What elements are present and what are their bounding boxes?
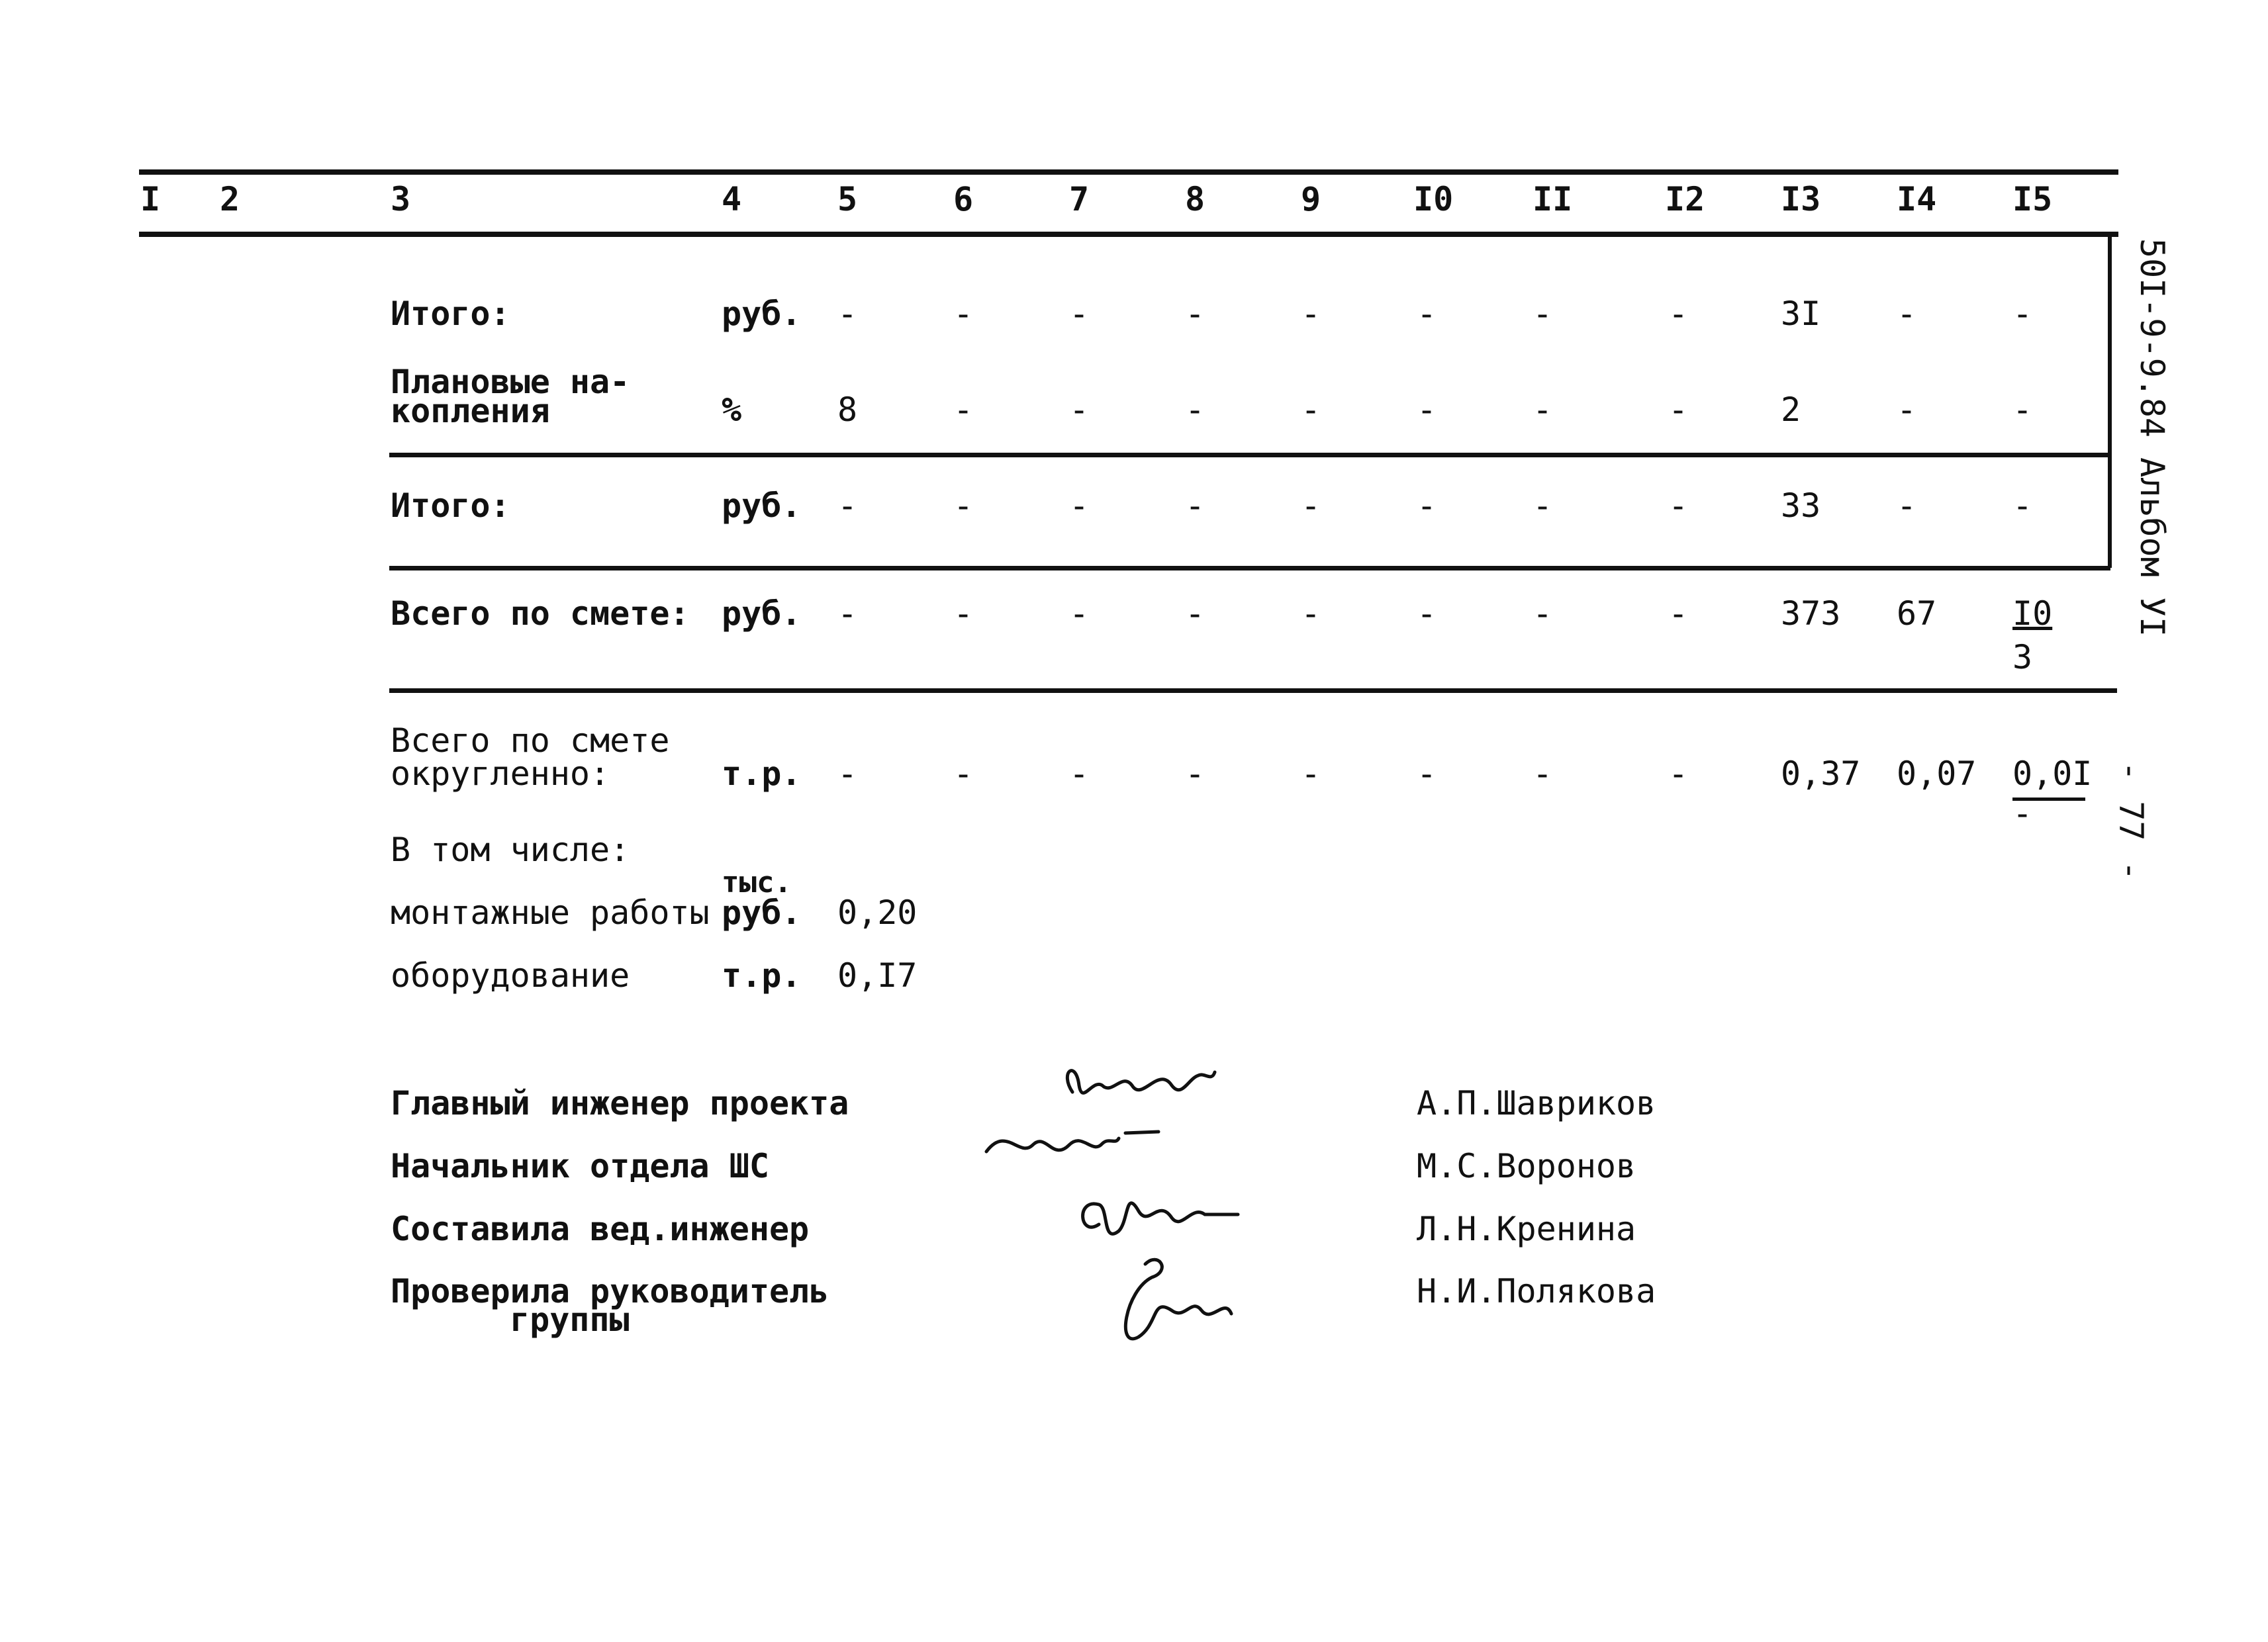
col-header-9: 9: [1301, 180, 1321, 218]
cell-col12: -: [1668, 486, 1689, 525]
cell-col7: -: [1069, 486, 1090, 525]
signature-1: [1067, 1071, 1215, 1093]
signature-3: [1083, 1203, 1238, 1234]
col-header-15: I5: [2012, 180, 2053, 218]
breakdown-unit-line1: тыс.: [722, 866, 792, 899]
cell-col15-top: I0: [2012, 594, 2053, 633]
row-label-line2: копления: [391, 392, 550, 430]
cell-col15: -: [2012, 486, 2033, 525]
signature-4: [1125, 1259, 1231, 1339]
cell-col11: -: [1533, 295, 1553, 333]
breakdown-title: В том числе:: [391, 831, 630, 869]
cell-col13: 0,37: [1781, 754, 1861, 793]
handwritten-signatures: [960, 1046, 1304, 1357]
cell-col8: -: [1185, 390, 1205, 429]
col-header-14: I4: [1897, 180, 1937, 218]
signatory-name: М.С.Воронов: [1417, 1147, 1636, 1185]
breakdown-label: монтажные работы: [391, 893, 710, 932]
cell-col7: -: [1069, 594, 1090, 633]
col-header-11: II: [1533, 180, 1573, 218]
cell-col10: -: [1417, 486, 1437, 525]
row-label-line1: Всего по смете: [391, 721, 670, 760]
breakdown-unit-line2: руб.: [722, 893, 802, 932]
signatory-name: Н.И.Полякова: [1417, 1272, 1656, 1310]
cell-col12: -: [1668, 754, 1689, 793]
row-label: Итого:: [391, 295, 510, 333]
cell-col11: -: [1533, 390, 1553, 429]
row-unit: руб.: [722, 594, 802, 633]
row-divider: [389, 453, 2110, 457]
cell-col5: -: [837, 486, 858, 525]
cell-col12: -: [1668, 594, 1689, 633]
cell-col7: -: [1069, 754, 1090, 793]
cell-col13: 33: [1781, 486, 1821, 525]
cell-col5: -: [837, 295, 858, 333]
breakdown-unit: т.р.: [722, 956, 802, 995]
cell-col12: -: [1668, 390, 1689, 429]
breakdown-value: 0,20: [837, 893, 918, 932]
row-unit: т.р.: [722, 754, 802, 793]
cell-col9: -: [1301, 390, 1321, 429]
signatory-role-line1: Проверила руководитель: [391, 1272, 829, 1310]
cell-col13: 3I: [1781, 295, 1821, 333]
cell-col9: -: [1301, 486, 1321, 525]
cell-col14: 0,07: [1897, 754, 1977, 793]
col-header-2: 2: [220, 180, 240, 218]
cell-col10: -: [1417, 754, 1437, 793]
cell-col10: -: [1417, 390, 1437, 429]
signatory-role: Составила вед.инженер: [391, 1210, 810, 1248]
row-unit: руб.: [722, 295, 802, 333]
cell-col13: 2: [1781, 390, 1801, 429]
cell-col14: 67: [1897, 594, 1937, 633]
row-unit: %: [722, 390, 742, 429]
cell-col6: -: [953, 295, 974, 333]
cell-col15-bottom: -: [2012, 794, 2033, 833]
row-label: Итого:: [391, 486, 510, 525]
col-header-3: 3: [391, 180, 411, 218]
cell-col15: 0,0I: [2012, 754, 2093, 793]
side-stamp: 50I-9-9.84 Альбом УI: [2133, 238, 2171, 637]
cell-col10: -: [1417, 594, 1437, 633]
col-header-8: 8: [1185, 180, 1205, 218]
signatory-role: Главный инженер проекта: [391, 1084, 849, 1122]
col-header-12: I2: [1665, 180, 1705, 218]
col-header-4: 4: [722, 180, 742, 218]
header-top-rule: [139, 169, 2118, 175]
col-header-5: 5: [837, 180, 858, 218]
cell-col10: -: [1417, 295, 1437, 333]
cell-col5: 8: [837, 390, 858, 429]
col-header-10: I0: [1413, 180, 1454, 218]
row-label-line1: Плановые на-: [391, 363, 630, 401]
col-header-1: I: [140, 180, 161, 218]
cell-col12: -: [1668, 295, 1689, 333]
cell-col13: 373: [1781, 594, 1841, 633]
col-header-6: 6: [953, 180, 974, 218]
cell-col8: -: [1185, 486, 1205, 525]
cell-col8: -: [1185, 594, 1205, 633]
col-header-13: I3: [1781, 180, 1821, 218]
cell-col6: -: [953, 390, 974, 429]
cell-col7: -: [1069, 390, 1090, 429]
cell-col7: -: [1069, 295, 1090, 333]
row-divider: [389, 688, 2117, 693]
cell-col6: -: [953, 594, 974, 633]
cell-col5: -: [837, 594, 858, 633]
cell-col15-bottom: 3: [2012, 638, 2033, 676]
signatory-role-line2: группы: [510, 1300, 630, 1339]
header-bottom-rule: [139, 232, 2118, 237]
cell-col8: -: [1185, 754, 1205, 793]
cell-col11: -: [1533, 486, 1553, 525]
cell-col14: -: [1897, 295, 1917, 333]
row-label-line2: округленно:: [391, 754, 610, 793]
cell-col6: -: [953, 754, 974, 793]
cell-col8: -: [1185, 295, 1205, 333]
signatory-name: Л.Н.Кренина: [1417, 1210, 1636, 1248]
cell-col14: -: [1897, 486, 1917, 525]
breakdown-label: оборудование: [391, 956, 630, 995]
cell-col5: -: [837, 754, 858, 793]
signatory-role: Начальник отдела ШС: [391, 1147, 769, 1185]
cell-col6: -: [953, 486, 974, 525]
cell-col15: -: [2012, 390, 2033, 429]
page-number: - 77 -: [2112, 761, 2150, 881]
row-label: Всего по смете:: [391, 594, 690, 633]
row-unit: руб.: [722, 486, 802, 525]
signatory-name: А.П.Шавриков: [1417, 1084, 1656, 1122]
cell-col9: -: [1301, 295, 1321, 333]
col-header-7: 7: [1069, 180, 1090, 218]
right-border: [2108, 234, 2112, 568]
cell-col15: -: [2012, 295, 2033, 333]
signature-2: [986, 1132, 1158, 1152]
row-divider: [389, 566, 2110, 570]
cell-col9: -: [1301, 754, 1321, 793]
cell-col11: -: [1533, 594, 1553, 633]
cell-col14: -: [1897, 390, 1917, 429]
cell-col11: -: [1533, 754, 1553, 793]
cell-col9: -: [1301, 594, 1321, 633]
breakdown-value: 0,I7: [837, 956, 918, 995]
